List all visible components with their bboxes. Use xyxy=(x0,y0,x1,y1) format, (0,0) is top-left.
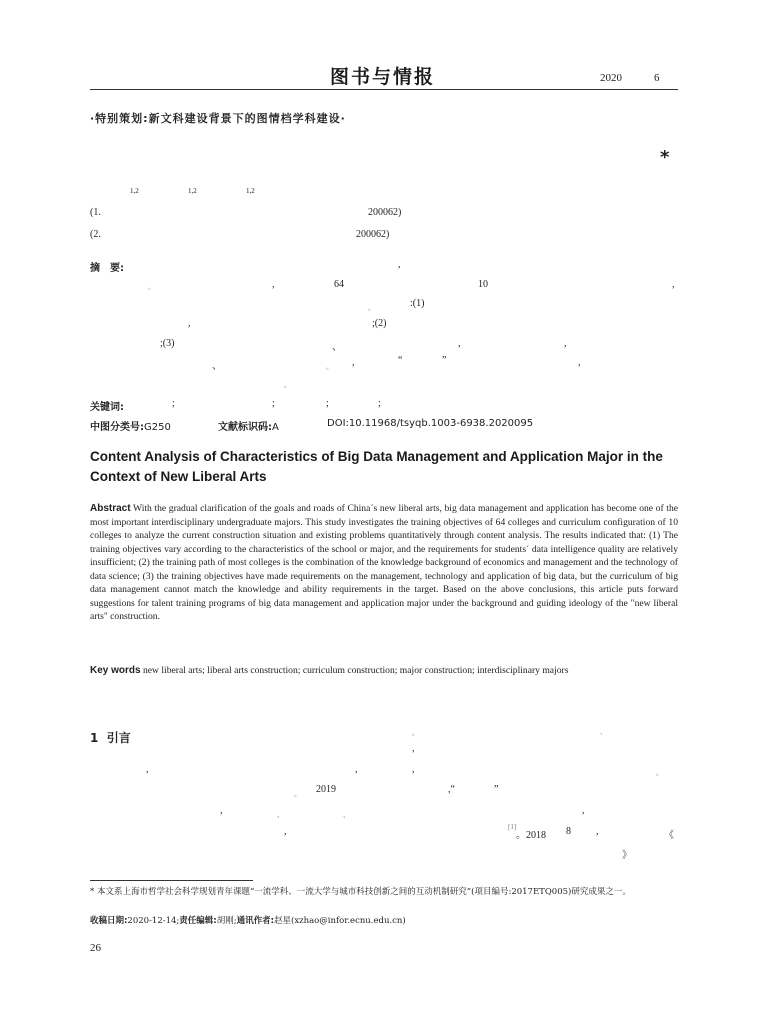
body-fragment: , xyxy=(220,805,223,816)
footnote-rule xyxy=(90,880,253,881)
series-title: ·特别策划:新文科建设背景下的图情档学科建设· xyxy=(90,112,346,125)
abstract-fragment: 。 xyxy=(284,381,291,389)
abstract-fragment: 。 xyxy=(368,304,375,312)
keywords-label-en: Key words xyxy=(90,665,141,676)
body-fragment: , xyxy=(596,826,599,837)
body-fragment: 。 xyxy=(294,790,301,798)
english-keywords xyxy=(90,665,568,676)
body-fragment: ” xyxy=(494,784,499,795)
abstract-text-en: With the gradual clarification of the goals and roads of China´s new liberal arts, big data management and application has become one of the most important interdisciplinary undergraduate majors. This study investigates the training objectives of 64 colleges and curriculum configuration of 10 colleges to analyze the current construction situation and existing problems quantitatively through content analysis. The results indicated that: (1) The training objectives vary according to the characteristics of the school or major, and the requirements for students´ data intelligence quality are relatively insufficient; (2) the training path of most colleges is the combination of the knowledge background of economics and management and the technology of data science; (3) the training objectives have made requirements on the management, technology and application of big data, but the curriculum of big data management cannot match the knowledge and ability requirements in the target. Based on the above conclusions, this article puts forward suggestions for talent training programs of big data management and application major under the background and guiding ideology of the "new liberal arts" construction. xyxy=(90,503,678,622)
body-fragment: 8 xyxy=(566,826,571,837)
citation-marker: [1] xyxy=(508,823,517,831)
abstract-fragment: 。 xyxy=(326,363,333,371)
abstract-fragment: 、 xyxy=(212,361,222,372)
abstract-fragment: ” xyxy=(442,355,447,366)
page-number: 26 xyxy=(90,942,101,954)
body-fragment: ,“ xyxy=(448,784,455,795)
body-fragment: 《 xyxy=(664,830,674,841)
keyword-separator: ; xyxy=(326,398,329,409)
body-fragment: 。 xyxy=(656,769,663,777)
doi: DOI:10.11968/tsyqb.1003-6938.2020095 xyxy=(327,418,534,429)
abstract-fragment: :(1) xyxy=(410,298,425,309)
body-fragment: 》 xyxy=(622,850,632,861)
keyword-separator: ; xyxy=(172,398,175,409)
keyword-separator: ; xyxy=(378,398,381,409)
received-info: 收稿日期:2020-12-14;责任编辑:胡刚;通讯作者:赵星(xzhao@infor.ecnu.edu.cn) xyxy=(90,916,406,926)
body-fragment: 、 xyxy=(277,811,284,819)
abstract-fragment: , xyxy=(672,279,675,290)
abstract-fragment: ;(3) xyxy=(160,338,175,349)
abstract-fragment: 。 xyxy=(148,283,155,291)
document-code: 文献标识码:A xyxy=(218,422,279,433)
body-fragment: 。 xyxy=(412,729,419,737)
english-title: Content Analysis of Characteristics of Big Data Management and Application Major in the Context of New Liberal Arts xyxy=(90,449,663,484)
abstract-fragment: 64 xyxy=(334,279,344,290)
keyword-separator: ; xyxy=(272,398,275,409)
abstract-label-en: Abstract xyxy=(90,503,131,514)
abstract-fragment: , xyxy=(272,279,275,290)
abstract-fragment: , xyxy=(352,357,355,368)
affiliation-postcode: 200062) xyxy=(356,229,390,240)
body-fragment: 、 xyxy=(600,728,607,736)
body-fragment: 。2018 xyxy=(516,830,546,841)
author-affil-sup: 1,2 xyxy=(246,187,255,195)
abstract-fragment: , xyxy=(564,338,567,349)
abstract-fragment: 10 xyxy=(478,279,488,290)
abstract-fragment: 、 xyxy=(332,342,342,353)
section-heading: 1 引言 xyxy=(90,731,131,745)
body-fragment: 2019 xyxy=(316,784,336,795)
header-year: 2020 xyxy=(600,72,622,84)
body-fragment: , xyxy=(412,764,415,775)
body-fragment: 、 xyxy=(343,811,350,819)
journal-title: 图书与情报 xyxy=(330,66,436,88)
body-fragment: , xyxy=(146,764,149,775)
affiliation-index: (1. xyxy=(90,207,101,218)
header-rule xyxy=(90,89,678,90)
body-fragment: , xyxy=(412,743,415,754)
body-fragment: , xyxy=(355,764,358,775)
affiliation-index: (2. xyxy=(90,229,101,240)
abstract-fragment: “ xyxy=(398,355,403,366)
header-issue: 6 xyxy=(654,72,660,84)
body-fragment: , xyxy=(582,805,585,816)
keywords-text-en: new liberal arts; liberal arts construction; curriculum construction; major construction; interdisciplinary majors xyxy=(142,665,569,676)
author-affil-sup: 1,2 xyxy=(188,187,197,195)
abstract-fragment: , xyxy=(188,318,191,329)
affiliation-postcode: 200062) xyxy=(368,207,402,218)
clc-number: 中图分类号:G250 xyxy=(90,422,171,433)
funding-footnote: * 本文系上海市哲学社会科学规划青年课题“一流学科、一流大学与城市科技创新之间的互动机制研究”(项目编号:2017ETQ005)研究成果之一。 xyxy=(90,887,631,897)
abstract-label-cn: 摘 要: xyxy=(90,263,124,274)
keywords-label-cn: 关键词: xyxy=(90,402,124,413)
author-affil-sup: 1,2 xyxy=(130,187,139,195)
abstract-fragment: ;(2) xyxy=(372,318,387,329)
title-footnote-marker: * xyxy=(660,147,670,168)
abstract-fragment: , xyxy=(398,259,401,270)
body-fragment: , xyxy=(284,826,287,837)
abstract-fragment: , xyxy=(578,357,581,368)
english-abstract xyxy=(90,502,678,624)
abstract-fragment: , xyxy=(458,338,461,349)
